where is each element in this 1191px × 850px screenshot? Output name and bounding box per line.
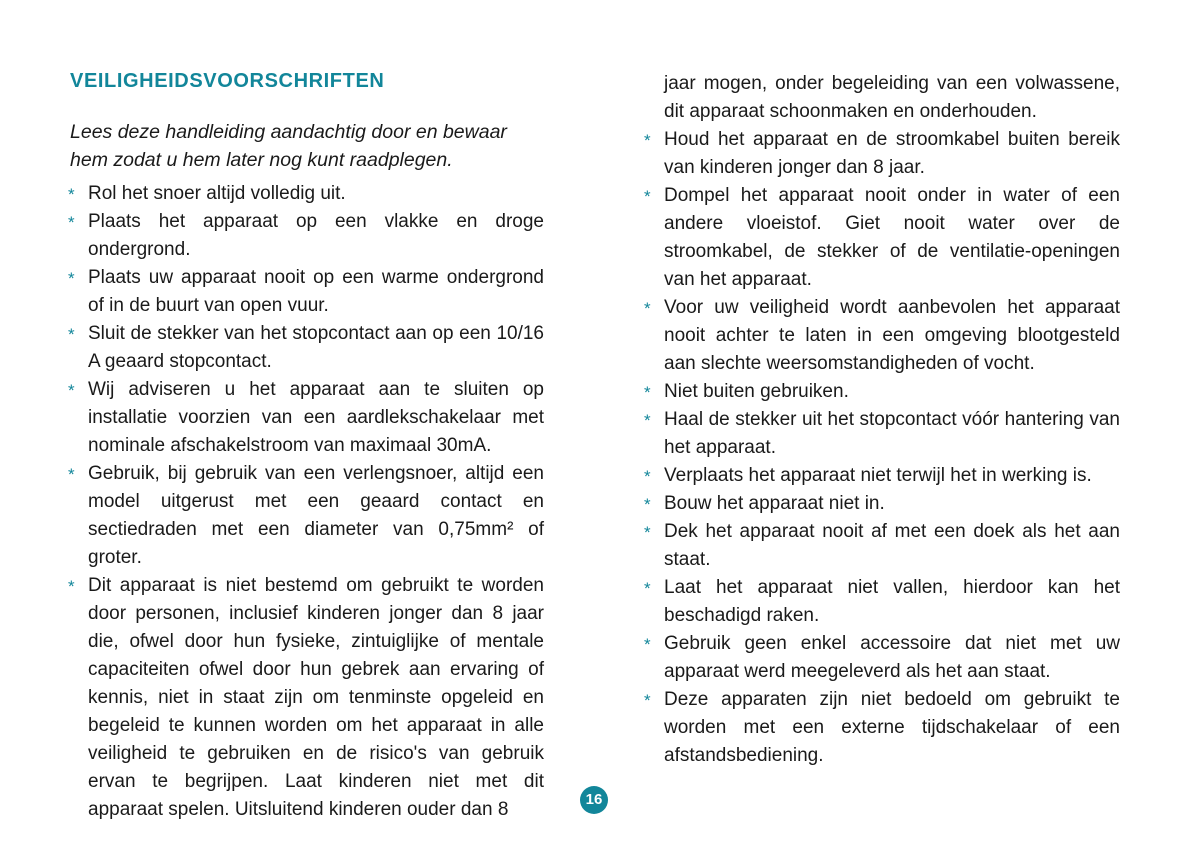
left-safety-list — [70, 180, 544, 824]
list-item — [70, 320, 544, 376]
list-item-text: Sluit de stekker van het stopcontact aan op een 10/16 A geaard stopcontact. — [88, 323, 544, 372]
list-item-text: Dit apparaat is niet bestemd om gebruikt te worden door personen, inclusief kinderen jonger dan 8 jaar die, ofwel door hun fysieke, zintuiglijke of mentale capaciteiten ofwel door hun gebrek aan ervaring of kennis, niet in staat zijn om tenminste opgeleid en begeleid te kunnen worden om het apparaat in alle veiligheid te gebruiken en de risico's van gebruik ervan te begrijpen. Laat kinderen niet met dit apparaat spelen. Uitsluitend kinderen ouder dan 8 — [88, 575, 544, 820]
list-item — [646, 406, 1120, 462]
list-item-text: Niet buiten gebruiken. — [664, 381, 849, 402]
list-item — [70, 572, 544, 824]
list-item-text: Bouw het apparaat niet in. — [664, 493, 885, 514]
list-item — [646, 182, 1120, 294]
list-item-text: Wij adviseren u het apparaat aan te sluiten op installatie voorzien van een aardlekschakelaar met nominale afschakelstroom van maximaal 30mA. — [88, 379, 544, 456]
asterisk-bullet-icon: * — [68, 577, 75, 596]
intro-text: Lees deze handleiding aandachtig door en bewaar hem zodat u hem later nog kunt raadplegen. — [70, 121, 507, 171]
list-item — [70, 264, 544, 320]
list-item — [646, 294, 1120, 378]
list-item-text: Gebruik, bij gebruik van een verlengsnoer, altijd een model uitgerust met een geaard contact en sectiedraden met een diameter van 0,75mm² of groter. — [88, 463, 544, 568]
list-item-text: Rol het snoer altijd volledig uit. — [88, 183, 346, 204]
list-item-text: Voor uw veiligheid wordt aanbevolen het apparaat nooit achter te laten in een omgeving blootgesteld aan slechte weersomstandigheden of vocht. — [664, 297, 1120, 374]
asterisk-bullet-icon: * — [644, 467, 651, 486]
list-item — [646, 518, 1120, 574]
list-item — [646, 462, 1120, 490]
list-item — [646, 574, 1120, 630]
asterisk-bullet-icon: * — [644, 299, 651, 318]
list-item — [646, 490, 1120, 518]
asterisk-bullet-icon: * — [644, 635, 651, 654]
list-item-text: Dek het apparaat nooit af met een doek als het aan staat. — [664, 521, 1120, 570]
asterisk-bullet-icon: * — [68, 325, 75, 344]
list-item — [646, 378, 1120, 406]
list-item-text: Plaats uw apparaat nooit op een warme ondergrond of in de buurt van open vuur. — [88, 267, 544, 316]
list-item-text: Gebruik geen enkel accessoire dat niet met uw apparaat werd meegeleverd als het aan staat. — [664, 633, 1120, 682]
asterisk-bullet-icon: * — [68, 381, 75, 400]
list-item-text: Verplaats het apparaat niet terwijl het in werking is. — [664, 465, 1092, 486]
asterisk-bullet-icon: * — [644, 131, 651, 150]
asterisk-bullet-icon: * — [68, 185, 75, 204]
list-item — [70, 180, 544, 208]
section-heading: VEILIGHEIDSVOORSCHRIFTEN — [70, 70, 385, 92]
asterisk-bullet-icon: * — [68, 465, 75, 484]
list-item-continuation — [646, 70, 1120, 126]
list-item-text: Plaats het apparaat op een vlakke en droge ondergrond. — [88, 211, 544, 260]
list-item-text: Haal de stekker uit het stopcontact vóór hantering van het apparaat. — [664, 409, 1120, 458]
asterisk-bullet-icon: * — [644, 579, 651, 598]
list-item — [646, 630, 1120, 686]
asterisk-bullet-icon: * — [644, 383, 651, 402]
list-item — [70, 208, 544, 264]
right-safety-list — [646, 70, 1120, 770]
page-number-badge: 16 — [580, 786, 608, 814]
list-item — [646, 686, 1120, 770]
asterisk-bullet-icon: * — [644, 523, 651, 542]
asterisk-bullet-icon: * — [68, 269, 75, 288]
list-item-text: Houd het apparaat en de stroomkabel buiten bereik van kinderen jonger dan 8 jaar. — [664, 129, 1120, 178]
asterisk-bullet-icon: * — [68, 213, 75, 232]
list-item — [70, 376, 544, 460]
asterisk-bullet-icon: * — [644, 187, 651, 206]
list-item — [646, 126, 1120, 182]
list-item-text: Deze apparaten zijn niet bedoeld om gebruikt te worden met een externe tijdschakelaar of een afstandsbediening. — [664, 689, 1120, 766]
asterisk-bullet-icon: * — [644, 411, 651, 430]
asterisk-bullet-icon: * — [644, 691, 651, 710]
asterisk-bullet-icon: * — [644, 495, 651, 514]
list-item-text: Laat het apparaat niet vallen, hierdoor kan het beschadigd raken. — [664, 577, 1120, 626]
list-item-text: jaar mogen, onder begeleiding van een volwassene, dit apparaat schoonmaken en onderhouden. — [664, 73, 1120, 122]
list-item — [70, 460, 544, 572]
list-item-text: Dompel het apparaat nooit onder in water of een andere vloeistof. Giet nooit water over de stroomkabel, de stekker of de ventilatie-openingen van het apparaat. — [664, 185, 1120, 290]
